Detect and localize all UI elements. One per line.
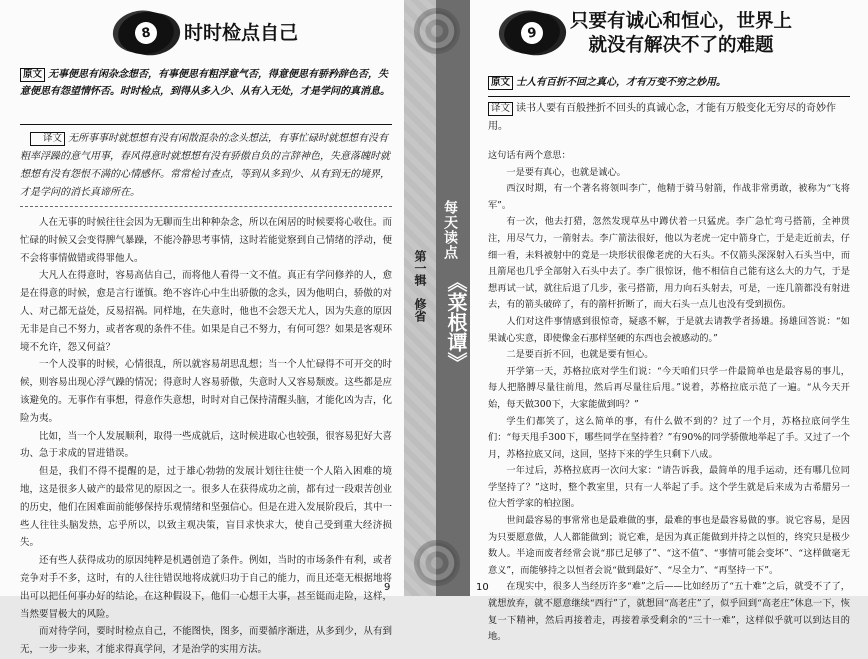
chapter-number-badge [501, 8, 562, 57]
paragraph: 大凡人在得意时，容易高估自己，而将他人看得一文不值。真正有学问修养的人，愈是在得意的时候，愈是言行谨慎。绝不容许心中生出骄傲的念头，因为他明白，骄傲的对人、对己都无益处，反易招祸。同样地，在失意时，他也不会怨天尤人，因为失意的原因无非是自己不努力，或者客观的条件不佳。如果是自己不努力，有何可怨？如果是客观环境不允许，怨又何益？ [20, 270, 392, 353]
spine-book-title: 《菜根谭》 [444, 272, 468, 372]
chapter-number: 8 [134, 21, 159, 46]
paragraph: 开学第一天，苏格拉底对学生们说：“今天咱们只学一件最简单也是最容易的事儿，每人把胳膊尽量往前甩，然后再尽量往后甩。”说着，苏格拉底示范了一遍。“从今天开始，每天做300下，大家能做到吗？” [488, 365, 850, 410]
translation-tag: 译文 [488, 102, 513, 116]
page-number: 9 [384, 582, 391, 593]
paragraph: 世间最容易的事常常也是最难做的事，最难的事也是最容易做的事。说它容易，是因为只要愿意做，人人都能做到；说它难，是因为真正能做到并持之以恒的，终究只是极少数人。半途而废者经常会说“那已足够了”、“这不值”、“事情可能会变坏”、“这样做毫无意义”，而能够持之以恒者会说“做到最好”、“尽全力”、“再坚持一下”。 [488, 515, 850, 576]
left-translation [20, 130, 392, 202]
translation-body: 无所事事时就想想有没有闲散混杂的念头想法，有事忙碌时就想想有没有粗率浮躁的意气用事，春风得意时就想想有没有骄傲自负的言辞神色，失意落魄时就想想有没有怨恨不满的心情感怀。常常检讨查点，等到从多到少、从有到无的境界，才是学问的消长真谛所在。 [20, 133, 390, 198]
original-body: 无事便思有闲杂念想否，有事便思有粗浮意气否，得意便思有骄矜辞色否，失意便思有怨望情怀否。时时检点，到得从多入少、从有入无处，才是学问的真消息。 [20, 69, 390, 97]
paragraph: 而对待学问，要时时检点自己，不能图快，图多，而要循序渐进，从多到少，从有到无，一步一步来，才能求得真学问，才是治学的实用方法。 [20, 626, 392, 656]
paragraph: 有一次，他去打猎，忽然发现草丛中蹲伏着一只猛虎。李广急忙弯弓搭箭，全神贯注，用尽气力，一箭射去。李广箭法很好，他以为老虎一定中箭身亡，于是走近前去，仔细一看，未料被射中的竟是一块形状很像老虎的大石头。不仅箭头深深射入石头当中，而且箭尾也几乎全部射入石头中去了。李广很惊讶，他不相信自己能有这么大的力气，于是想再试一试，就往后退了几步，张弓搭箭，用力向石头射去，可是，一连几箭都没有射进去，有的箭头破碎了，有的箭杆折断了，而大石头一点儿也没有受到损伤。 [488, 216, 850, 311]
paragraph: 比如，当一个人发展顺利，取得一些成就后，这时候进取心也较强，很容易犯好大喜功、急于求成的冒进错误。 [20, 430, 392, 460]
paragraph: 二是要百折不回，也就是要有恒心。 [506, 349, 654, 361]
right-translation [488, 100, 850, 136]
title-line: 就没有解决不了的难题 [588, 35, 774, 56]
spine-part-label: 第一辑 修省 [413, 250, 427, 322]
paragraph: 一个人没事的时候，心情很乱，所以就容易胡思乱想；当一个人忙碌得不可开交的时候，则容易出现心浮气躁的情况；得意时人容易骄傲，失意时人又容易颓废。这些都是应该避免的。无事作有事想，得意作失意想，时时对自己保持清醒头脑，才能化凶为吉，化险为夷。 [20, 359, 392, 424]
paragraph: 西汉时期，有一个著名将领叫李广，他精于骑马射箭，作战非常勇敢，被称为“飞将军”。 [488, 183, 850, 211]
translation-tag: 译文 [30, 132, 65, 146]
paragraph: 学生们都笑了，这么简单的事，有什么做不到的？过了一个月，苏格拉底问学生们：“每天甩手300下，哪些同学在坚持着？”有90%的同学骄傲地举起了手。又过了一个月，苏格拉底又问，这回，坚持下来的学生只剩下八成。 [488, 415, 850, 460]
right-chapter-title [570, 10, 792, 58]
right-page [470, 0, 868, 643]
original-body: 士人有百折不回之真心，才有万变不穷之妙用。 [516, 77, 727, 88]
left-page [0, 0, 404, 656]
paragraph: 在现实中，很多人当经历许多“难”之后——比如经历了“五十难”之后，就受不了了，就想放弃，就不愿意继续“西行”了，就想回“高老庄”了，似乎回到“高老庄”休息一下，恢复一下精神，然后再接着走，再接着承受剩余的“三十一难”，这样似乎就可以到达目的地。 [488, 581, 850, 643]
page-number: 10 [476, 582, 489, 593]
left-chapter-header [118, 12, 298, 54]
paragraph: 人们对这件事情感到很惊奇，疑惑不解，于是就去请教学者扬雄。扬雄回答说：“如果诚心实意，即使像金石那样坚硬的东西也会被感动的。” [488, 315, 850, 344]
spine-series: 每天读点 [442, 200, 458, 260]
chapter-number-badge [115, 8, 176, 57]
ornament-icon [414, 8, 460, 54]
paragraph: 但是，我们不得不提醒的是，过于雄心勃勃的发展计划往往使一个人陷入困难的境地，这是很多人破产的最常见的原因之一。很多人在获得成功之前，都有过一段艰苦创业的历史，他们在困难面前能够保持乐观情绪和坚强信心。但是在进入发展阶段后，其中一些人往往头脑发热，忘乎所以，以致主观决策，盲目求快求大，使自己受到重大经济损失。 [20, 466, 392, 549]
original-tag: 原文 [488, 76, 513, 90]
paragraph: 人在无事的时候往往会因为无聊而生出种种杂念，所以在闲居的时候要将心收住。而忙碌的时候又会变得脾气暴躁，不能冷静思考事情，这时若能觉察到自己情绪的浮动，便不会将事情做错或得罪他人。 [20, 217, 392, 264]
right-original-text [488, 74, 848, 91]
right-chapter-header [504, 10, 792, 58]
ornament-icon [414, 540, 460, 586]
paragraph: 还有些人获得成功的原因纯粹是机遇创造了条件。例如，当时的市场条件有利，或者竞争对手不多，这时，有的人往往错误地将成就归功于自己的能力，而且还毫无根据地将出可以把任何事办好的结论，在这种假设下，他们一心想干大事，甚至铤而走险，这样，当然要冒极大的风险。 [20, 555, 392, 620]
dashed-divider [20, 206, 392, 207]
chapter-number: 9 [520, 21, 545, 46]
title-line: 只要有诚心和恒心，世界上 [570, 11, 793, 32]
divider [488, 96, 850, 97]
divider [20, 124, 392, 125]
paragraph: 这句话有两个意思： [488, 150, 571, 161]
translation-body: 读书人要有百般挫折不回头的真诚心念，才能有万般变化无穷尽的奇妙作用。 [488, 103, 837, 132]
left-body [20, 214, 392, 659]
paragraph: 一是要有真心，也就是诚心。 [506, 166, 626, 178]
right-body [488, 148, 850, 646]
paragraph: 一年过后，苏格拉底再一次问大家：“请告诉我，最简单的甩手运动，还有哪几位同学坚持了？”这时，整个教室里，只有一人举起了手。这个学生就是后来成为古希腊另一位大哲学家的柏拉图。 [488, 465, 850, 510]
original-tag: 原文 [20, 68, 45, 82]
left-original-text [20, 66, 390, 100]
left-chapter-title: 时时检点自己 [184, 22, 299, 44]
